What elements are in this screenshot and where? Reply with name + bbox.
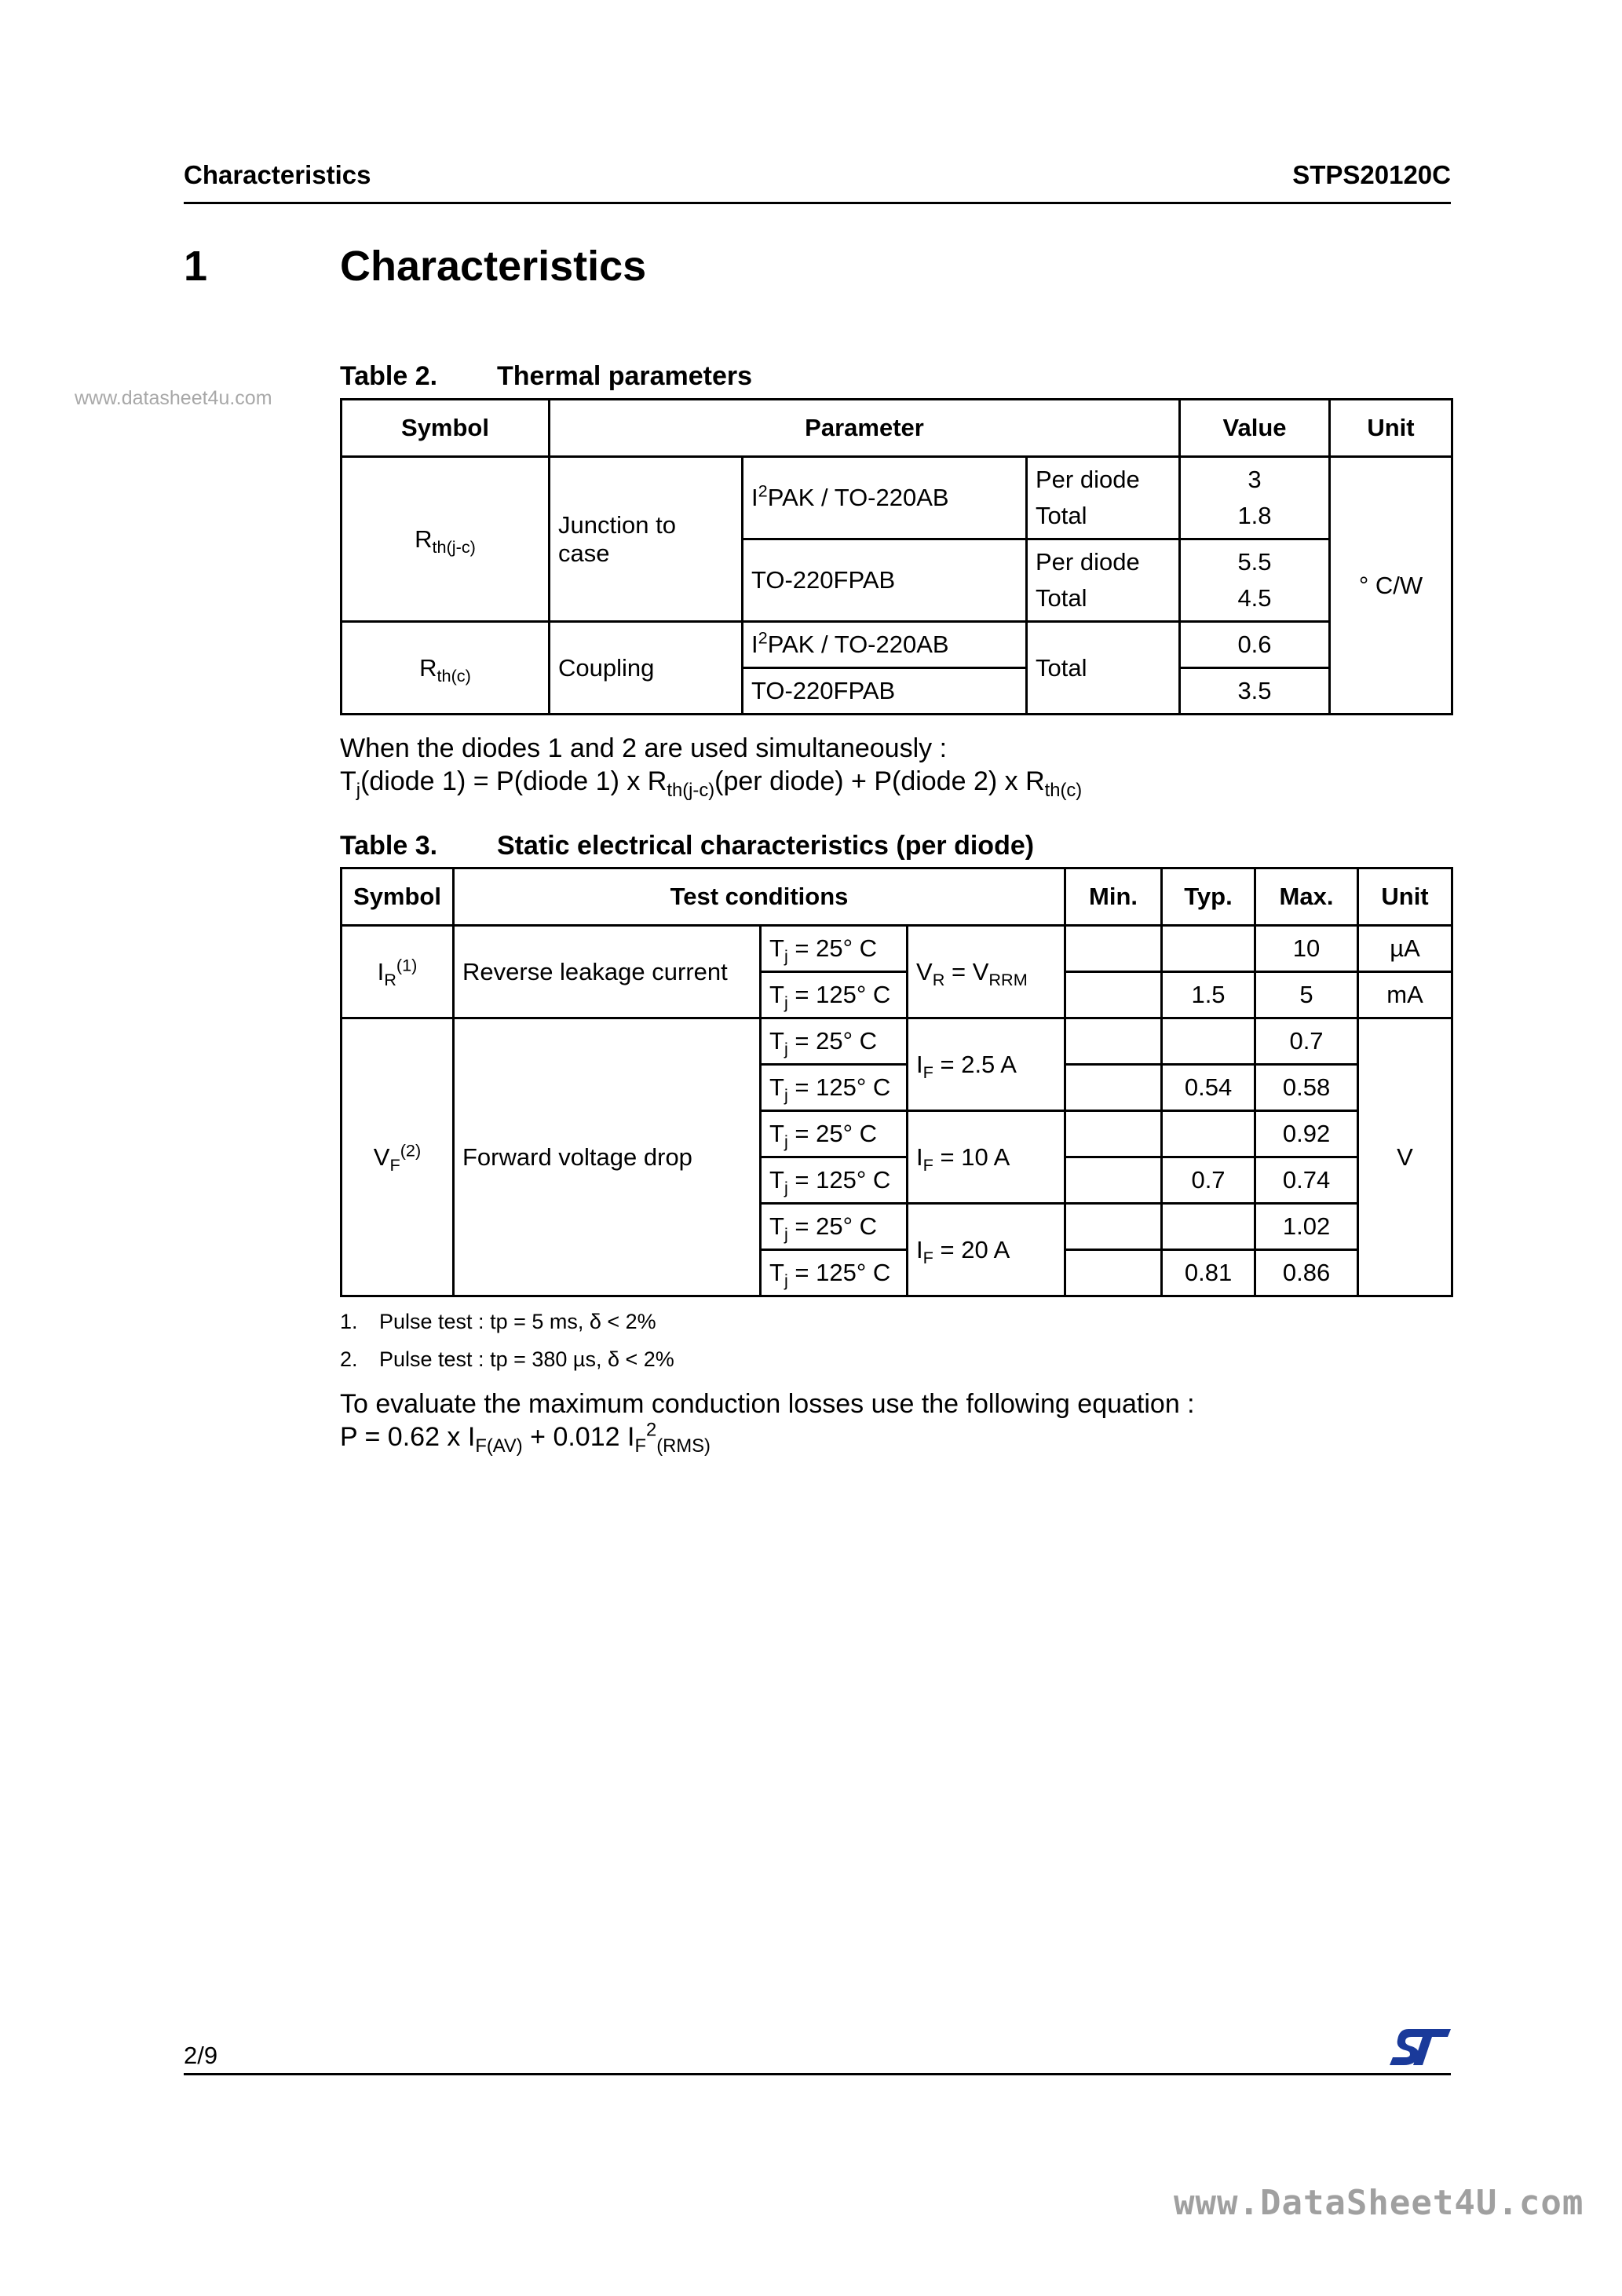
per-diode-total-label: Per diode Total	[1027, 539, 1180, 622]
typ-cell	[1162, 1204, 1255, 1250]
min-cell	[1065, 1065, 1162, 1111]
total-label: Total	[1027, 622, 1180, 715]
typ-cell	[1162, 1018, 1255, 1065]
max-cell: 0.74	[1255, 1157, 1358, 1204]
min-cell	[1065, 1204, 1162, 1250]
page-number: 2/9	[184, 2042, 218, 2069]
max-cell: 0.7	[1255, 1018, 1358, 1065]
tj-25: $T_j = 25^\circ$ C	[761, 926, 908, 972]
max-cell: 0.92	[1255, 1111, 1358, 1157]
simultaneous-use-paragraph: When the diodes 1 and 2 are used simultaneously : $T_j(diode$ 1) = P(diode 1) x $R_{th(j-c)}(per$ diode) + P(diode 2) x $R_{th(c)}$	[340, 733, 1083, 801]
tj-125: $T_j = 125^\circ$ C	[761, 972, 908, 1018]
value-cell: 5.5 4.5	[1180, 539, 1330, 622]
table-row	[342, 622, 1452, 668]
unit-cell: mA	[1358, 972, 1452, 1018]
section-title: Characteristics	[340, 243, 647, 290]
max-cell: 1.02	[1255, 1204, 1358, 1250]
col-header-parameter: Parameter	[550, 400, 1180, 457]
st-logo-icon	[1388, 2026, 1452, 2067]
typ-cell	[1162, 926, 1255, 972]
package-i2pak: $I^2PAK / TO-220AB$	[743, 622, 1027, 668]
tj-25: $T_j = 25^\circ$ C	[761, 1204, 908, 1250]
min-cell	[1065, 1157, 1162, 1204]
typ-cell: 0.81	[1162, 1250, 1255, 1296]
package-to220fpab: TO-220FPAB	[743, 539, 1027, 622]
min-cell	[1065, 1111, 1162, 1157]
per-diode-total-label: Per diode Total	[1027, 457, 1180, 539]
if-condition-10: $I_F = 10$ A	[908, 1111, 1065, 1204]
min-cell	[1065, 1018, 1162, 1065]
running-header-left: Characteristics	[184, 160, 371, 189]
col-header-typ: Typ.	[1162, 868, 1255, 926]
min-cell	[1065, 926, 1162, 972]
footer-rule	[184, 2073, 1451, 2075]
watermark-right: www.DataSheet4U.com	[1174, 2183, 1584, 2223]
tj-125: $T_j = 125^\circ$ C	[761, 1157, 908, 1204]
table-header-row	[342, 400, 1452, 457]
typ-cell	[1162, 1111, 1255, 1157]
max-cell: 5	[1255, 972, 1358, 1018]
symbol-ir: $I_R^{(1)}$	[342, 926, 454, 1018]
section-number: 1	[184, 243, 208, 290]
min-cell	[1065, 972, 1162, 1018]
typ-cell: 0.7	[1162, 1157, 1255, 1204]
running-header-right: STPS20120C	[1292, 160, 1451, 189]
tj-125: $T_j = 125^\circ$ C	[761, 1250, 908, 1296]
typ-cell: 1.5	[1162, 972, 1255, 1018]
table3-title: Static electrical characteristics (per diode)	[497, 831, 1035, 861]
symbol-vf: $V_F^{(2)}$	[342, 1018, 454, 1296]
value-cell: 0.6	[1180, 622, 1330, 668]
table2-label: Table 2.	[340, 361, 438, 391]
if-condition-2p5: $I_F = 2.5$ A	[908, 1018, 1065, 1111]
header-rule	[184, 202, 1451, 204]
value-cell: 3 1.8	[1180, 457, 1330, 539]
col-header-test-conditions: Test conditions	[454, 868, 1065, 926]
package-to220fpab: TO-220FPAB	[743, 668, 1027, 715]
footnote-2: 2. Pulse test : tp = 380 µs, δ < 2%	[340, 1347, 674, 1371]
tj-25: $T_j = 25^\circ$ C	[761, 1111, 908, 1157]
symbol-rthjc: $R_{th(j-c)}$	[342, 457, 550, 622]
col-header-max: Max.	[1255, 868, 1358, 926]
table-row	[342, 1018, 1452, 1065]
param-forward-voltage: Forward voltage drop	[454, 1018, 761, 1296]
max-cell: 0.58	[1255, 1065, 1358, 1111]
package-i2pak: $I^2PAK / TO-220AB$	[743, 457, 1027, 539]
conduction-losses-paragraph: To evaluate the maximum conduction losses use the following equation : P = 0.62 x $I_{F(AV)} + 0.012$ $I_F^2_{(RMS)}$	[340, 1389, 1195, 1457]
footnote-1: 1. Pulse test : tp = 5 ms, δ < 2%	[340, 1310, 656, 1333]
typ-cell: 0.54	[1162, 1065, 1255, 1111]
col-header-unit: Unit	[1330, 400, 1452, 457]
param-coupling: Coupling	[550, 622, 743, 715]
power-equation: P = 0.62 x $I_{F(AV)} + 0.012$ $I_F^2_{(RMS)}$	[340, 1419, 711, 1457]
value-cell: 3.5	[1180, 668, 1330, 715]
min-cell	[1065, 1250, 1162, 1296]
symbol-rthc: $R_{th(c)}$	[342, 622, 550, 715]
tj-25: $T_j = 25^\circ$ C	[761, 1018, 908, 1065]
watermark-left: www.datasheet4u.com	[75, 387, 272, 409]
col-header-symbol: Symbol	[342, 400, 550, 457]
unit-cell: µA	[1358, 926, 1452, 972]
col-header-value: Value	[1180, 400, 1330, 457]
unit-cw: ° C/W	[1330, 457, 1452, 715]
static-electrical-table	[340, 867, 1453, 1297]
tj-equation: $T_j(diode$ 1) = P(diode 1) x $R_{th(j-c)}(per$ diode) + P(diode 2) x $R_{th(c)}$	[340, 766, 1083, 801]
table3-label: Table 3.	[340, 831, 438, 861]
if-condition-20: $I_F = 20$ A	[908, 1204, 1065, 1296]
vr-condition: $V_R = V_{RRM}$	[908, 926, 1065, 1018]
col-header-unit: Unit	[1358, 868, 1452, 926]
tj-125: $T_j = 125^\circ$ C	[761, 1065, 908, 1111]
col-header-min: Min.	[1065, 868, 1162, 926]
table-row	[342, 926, 1452, 972]
max-cell: 0.86	[1255, 1250, 1358, 1296]
thermal-parameters-table	[340, 398, 1453, 715]
table-row	[342, 457, 1452, 539]
param-reverse-leakage: Reverse leakage current	[454, 926, 761, 1018]
unit-cell: V	[1358, 1018, 1452, 1296]
max-cell: 10	[1255, 926, 1358, 972]
table-header-row	[342, 868, 1452, 926]
col-header-symbol: Symbol	[342, 868, 454, 926]
param-junction-to-case: Junction to case	[550, 457, 743, 622]
table2-title: Thermal parameters	[497, 361, 753, 391]
